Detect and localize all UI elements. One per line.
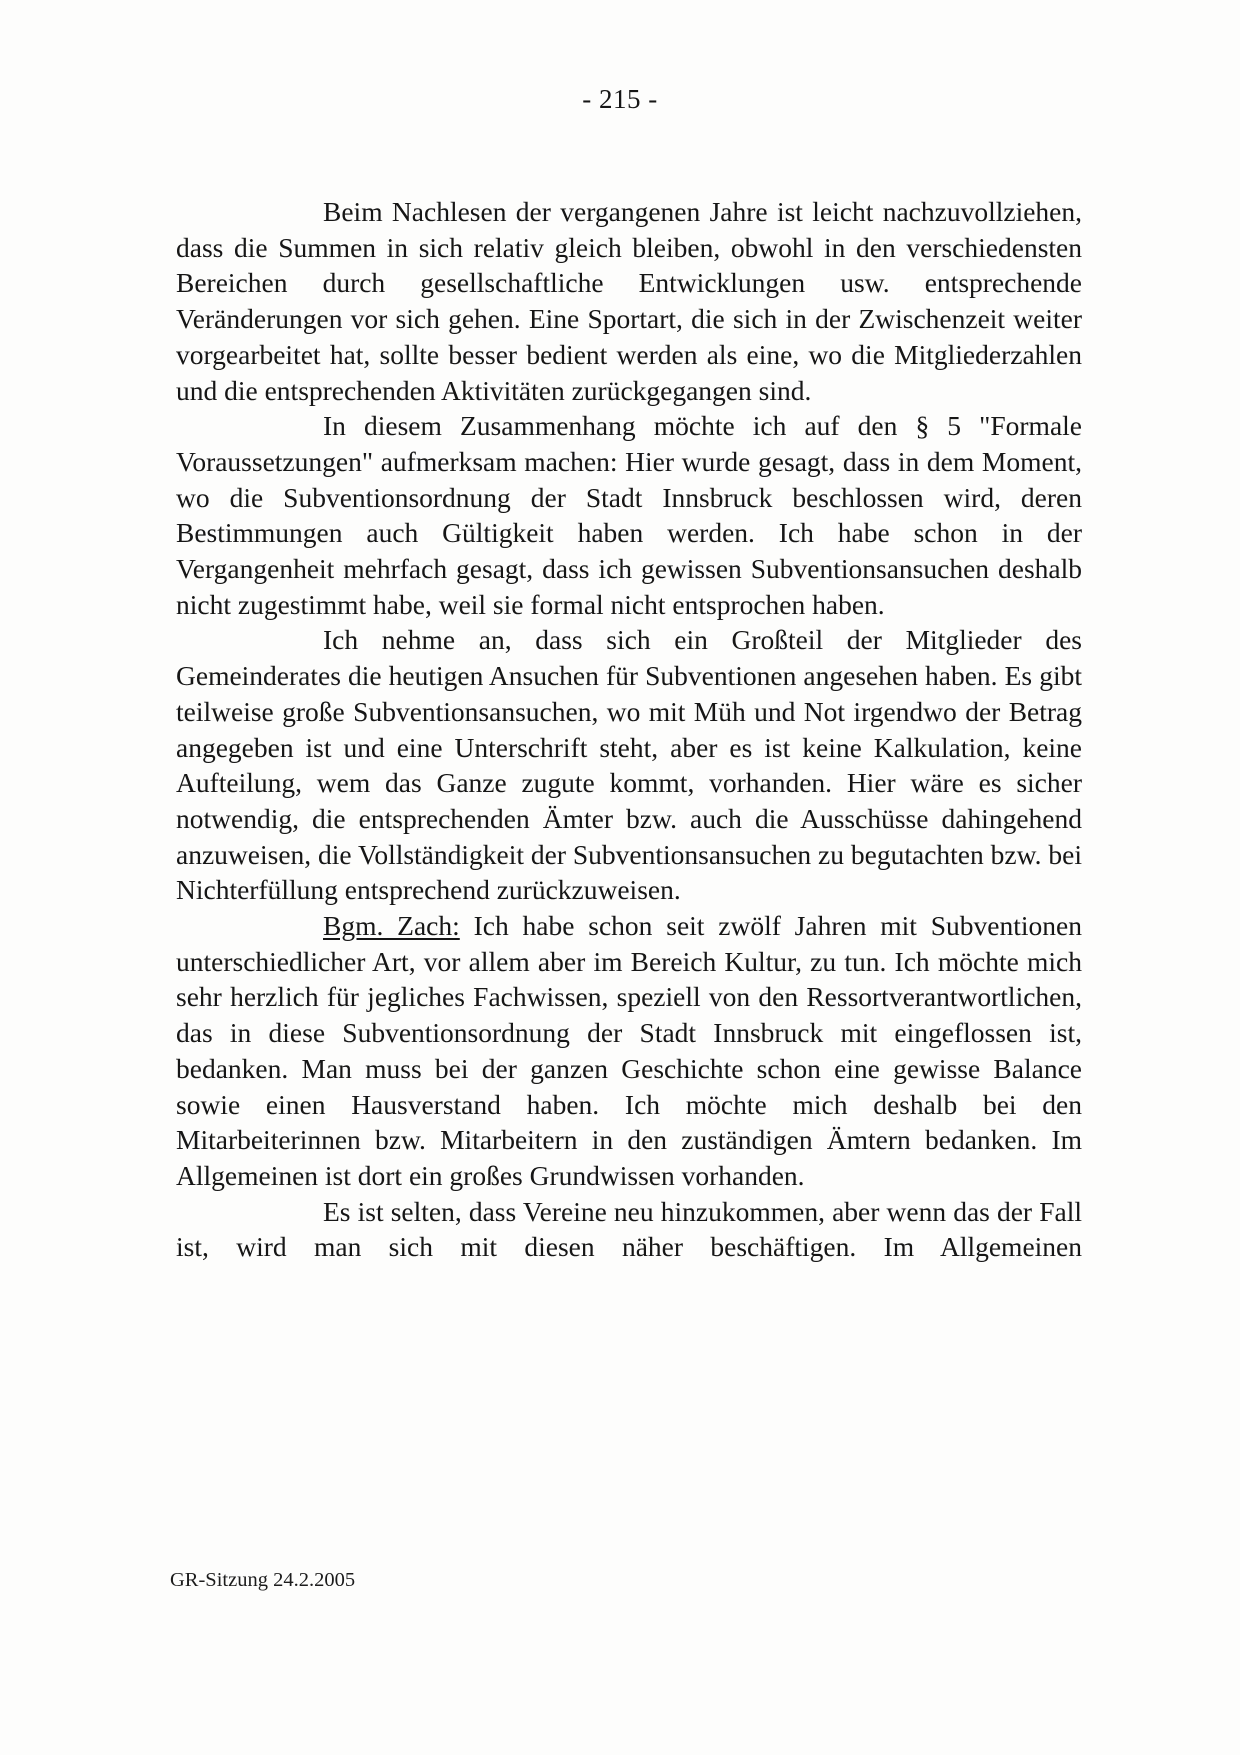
paragraph-4-text: Ich habe schon seit zwölf Jahren mit Subventionen unterschiedlicher Art, vor allem aber im Bereich Kultur, zu tun. Ich möchte mich sehr herzlich für jegliches Fachwissen, speziell von den Ressortverantwortlichen, das in diese Subventionsordnung der Stadt Innsbruck mit eingeflossen ist, bedanken. Man muss bei der ganzen Geschichte schon eine gewisse Balance sowie einen Hausverstand haben. Ich möchte mich deshalb bei den Mitarbeiterinnen bzw. Mitarbeitern in den zuständigen Ämtern bedanken. Im Allgemeinen ist dort ein großes Grundwissen vorhanden. (176, 910, 1082, 1191)
paragraph-1 (176, 194, 1082, 408)
paragraph-1-text: Beim Nachlesen der vergangenen Jahre ist leicht nachzuvollziehen, dass die Summen in sich relativ gleich bleiben, obwohl in den verschiedensten Bereichen durch gesellschaftliche Entwicklungen usw. entsprechende Veränderungen vor sich gehen. Eine Sportart, die sich in der Zwischenzeit weiter vorgearbeitet hat, sollte besser bedient werden als eine, wo die Mitgliederzahlen und die entsprechenden Aktivitäten zurückgegangen sind. (176, 196, 1082, 406)
paragraph-5 (176, 1194, 1082, 1265)
paragraph-4 (176, 908, 1082, 1194)
paragraph-2 (176, 408, 1082, 622)
paragraph-3 (176, 622, 1082, 908)
paragraph-3-text: Ich nehme an, dass sich ein Großteil der Mitglieder des Gemeinderates die heutigen Ansuchen für Subventionen angesehen haben. Es gibt teilweise große Subventionsansuchen, wo mit Müh und Not irgendwo der Betrag angegeben ist und eine Unterschrift steht, aber es ist keine Kalkulation, keine Aufteilung, wem das Ganze zugute kommt, vorhanden. Hier wäre es sicher notwendig, die entsprechenden Ämter bzw. auch die Ausschüsse dahingehend anzuweisen, die Vollständigkeit der Subventionsansuchen zu begutachten bzw. bei Nichterfüllung entsprechend zurückzuweisen. (176, 624, 1082, 906)
footer-session-label: GR-Sitzung 24.2.2005 (170, 1569, 356, 1591)
document-text-block (176, 194, 1082, 1265)
paragraph-2-text: In diesem Zusammenhang möchte ich auf den § 5 "Formale Voraussetzungen" aufmerksam machen: Hier wurde gesagt, dass in dem Moment, wo die Subventionsordnung der Stadt Innsbruck beschlossen wird, deren Bestimmungen auch Gültigkeit haben werden. Ich habe schon in der Vergangenheit mehrfach gesagt, dass ich gewissen Subventionsansuchen deshalb nicht zugestimmt habe, weil sie formal nicht entsprochen haben. (176, 410, 1082, 620)
page-number: - 215 - (582, 84, 658, 114)
speaker-label-bgm-zach: Bgm. Zach: (323, 910, 460, 942)
paragraph-5-text: Es ist selten, dass Vereine neu hinzukommen, aber wenn das der Fall ist, wird man sich mit diesen näher beschäftigen. Im Allgemeinen (176, 1195, 1082, 1263)
